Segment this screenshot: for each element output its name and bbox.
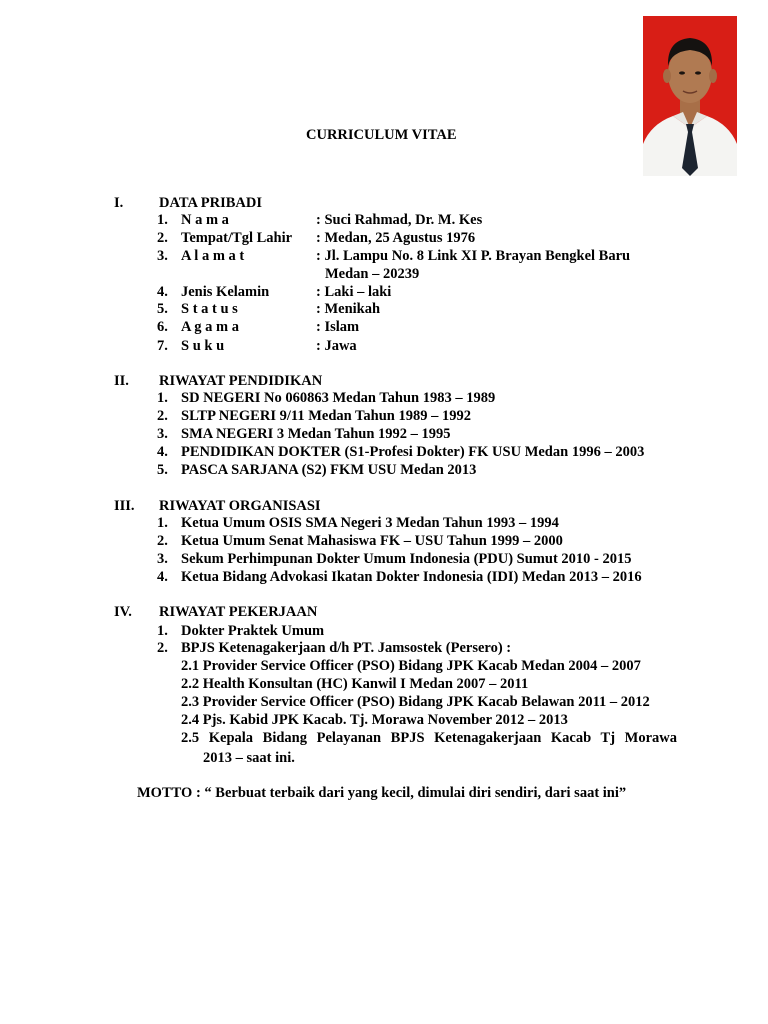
motto: MOTTO : “ Berbuat terbaik dari yang kecil, dimulai diri sendiri, dari saat ini” [137,785,627,801]
education-item: 5. PASCA SARJANA (S2) FKM USU Medan 2013 [157,462,477,478]
work-subitem: 2.3 Provider Service Officer (PSO) Bidang JPK Kacab Belawan 2011 – 2012 [181,694,650,710]
personal-row-alamat: 3. A l a m a t : Jl. Lampu No. 8 Link XI P. Brayan Bengkel Baru [157,248,631,264]
work-subitem: 2.2 Health Konsultan (HC) Kanwil I Medan 2007 – 2011 [181,676,529,692]
personal-row-tempat-tgl-lahir: 2. Tempat/Tgl Lahir : Medan, 25 Agustus 1976 [157,230,476,246]
organization-item: 1. Ketua Umum OSIS SMA Negeri 3 Medan Tahun 1993 – 1994 [157,515,559,531]
personal-row-status: 5. S t a t u s : Menikah [157,301,381,317]
personal-row-nama: 1. N a m a : Suci Rahmad, Dr. M. Kes [157,212,483,228]
personal-row-agama: 6. A g a m a : Islam [157,319,360,335]
work-subitem-continued: 2013 – saat ini. [203,750,295,766]
work-subitem: 2.5 Kepala Bidang Pelayanan BPJS Ketenagakerjaan Kacab Tj Morawa [181,730,677,746]
work-item: 1. Dokter Praktek Umum [157,623,325,639]
profile-photo [643,16,737,176]
personal-row-alamat-continued: Medan – 20239 [325,266,420,282]
section-heading-pendidikan: II. RIWAYAT PENDIDIKAN [114,373,323,389]
section-heading-organisasi: III. RIWAYAT ORGANISASI [114,498,321,514]
section-heading-pekerjaan: IV. RIWAYAT PEKERJAAN [114,604,318,620]
education-item: 2. SLTP NEGERI 9/11 Medan Tahun 1989 – 1992 [157,408,471,424]
education-item: 4. PENDIDIKAN DOKTER (S1-Profesi Dokter) FK USU Medan 1996 – 2003 [157,444,645,460]
portrait-illustration [643,16,737,176]
organization-item: 4. Ketua Bidang Advokasi Ikatan Dokter Indonesia (IDI) Medan 2013 – 2016 [157,569,642,585]
organization-item: 2. Ketua Umum Senat Mahasiswa FK – USU Tahun 1999 – 2000 [157,533,563,549]
work-item: 2. BPJS Ketenagakerjaan d/h PT. Jamsostek (Persero) : [157,640,512,656]
education-item: 1. SD NEGERI No 060863 Medan Tahun 1983 – 1989 [157,390,496,406]
section-heading-data-pribadi: I. DATA PRIBADI [114,195,262,211]
work-subitem: 2.1 Provider Service Officer (PSO) Bidang JPK Kacab Medan 2004 – 2007 [181,658,641,674]
education-item: 3. SMA NEGERI 3 Medan Tahun 1992 – 1995 [157,426,451,442]
work-subitem: 2.4 Pjs. Kabid JPK Kacab. Tj. Morawa November 2012 – 2013 [181,712,568,728]
organization-item: 3. Sekum Perhimpunan Dokter Umum Indonesia (PDU) Sumut 2010 - 2015 [157,551,632,567]
personal-row-suku: 7. S u k u : Jawa [157,338,357,354]
personal-row-jenis-kelamin: 4. Jenis Kelamin : Laki – laki [157,284,392,300]
